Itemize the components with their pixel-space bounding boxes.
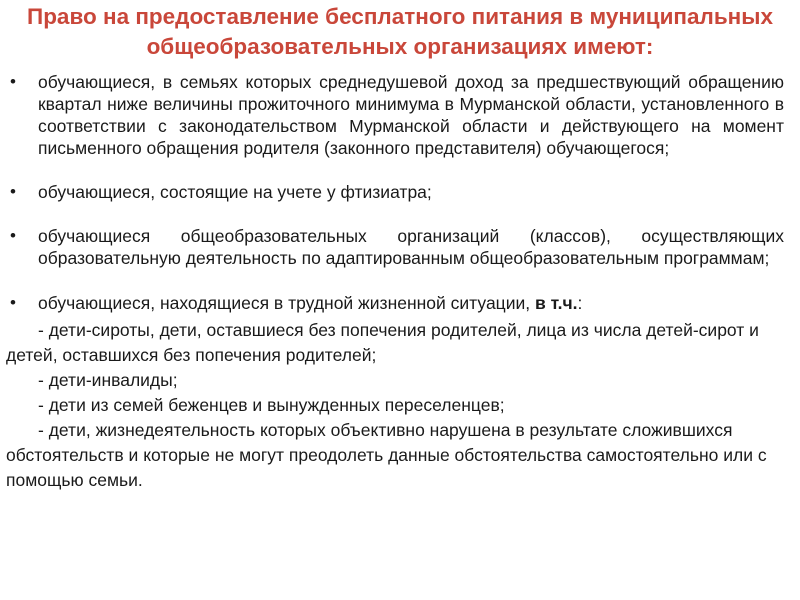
bullet-text: обучающиеся, состоящие на учете у фтизиатра; [38,182,432,202]
bullet-item-difficult-situation [10,292,784,314]
bullet-bold-text: в т.ч. [534,293,578,313]
subitem-orphans: - дети-сироты, дети, оставшиеся без попечения родителей, лица из числа детей-сирот и детей, оставшихся без попечения родителей; [6,320,759,365]
bullet-icon: • [10,182,16,201]
bullet-icon: • [10,226,16,245]
bullet-icon: • [10,293,16,312]
subitem-hardship: - дети, жизнедеятельность которых объективно нарушена в результате сложившихся обстоятельств и которые не могут преодолеть данные обстоятельства самостоятельно или с помощью семьи. [6,420,767,490]
bullet-text: обучающиеся, в семьях которых среднедушевой доход за предшествующий обращению квартал ниже величины прожиточного минимума в Мурманской области, установленного в соответствии с законодательством Мурманской области и действующего на момент письменного обращения родителя (законного представителя) обучающегося; [38,72,784,158]
bullet-list [0,71,800,493]
bullet-text: обучающиеся общеобразовательных организаций (классов), осуществляющих образовательную деятельность по адаптированным общеобразовательным программам; [38,226,784,268]
bullet-suffix: : [577,293,583,313]
bullet-text: обучающиеся, находящиеся в трудной жизненной ситуации, [38,293,535,313]
subitem-disabled: - дети-инвалиды; [38,370,178,390]
bullet-icon: • [10,72,16,91]
slide-title: Право на предоставление бесплатного питания в муниципальных общеобразовательных организациях имеют: [27,4,773,59]
subitem-refugees: - дети из семей беженцев и вынужденных переселенцев; [38,395,505,415]
bullet-item-phthisiatrician [10,181,784,203]
bullet-item-adapted-programs [10,225,784,269]
subitem-list [6,318,790,493]
bullet-item-income [10,71,784,159]
